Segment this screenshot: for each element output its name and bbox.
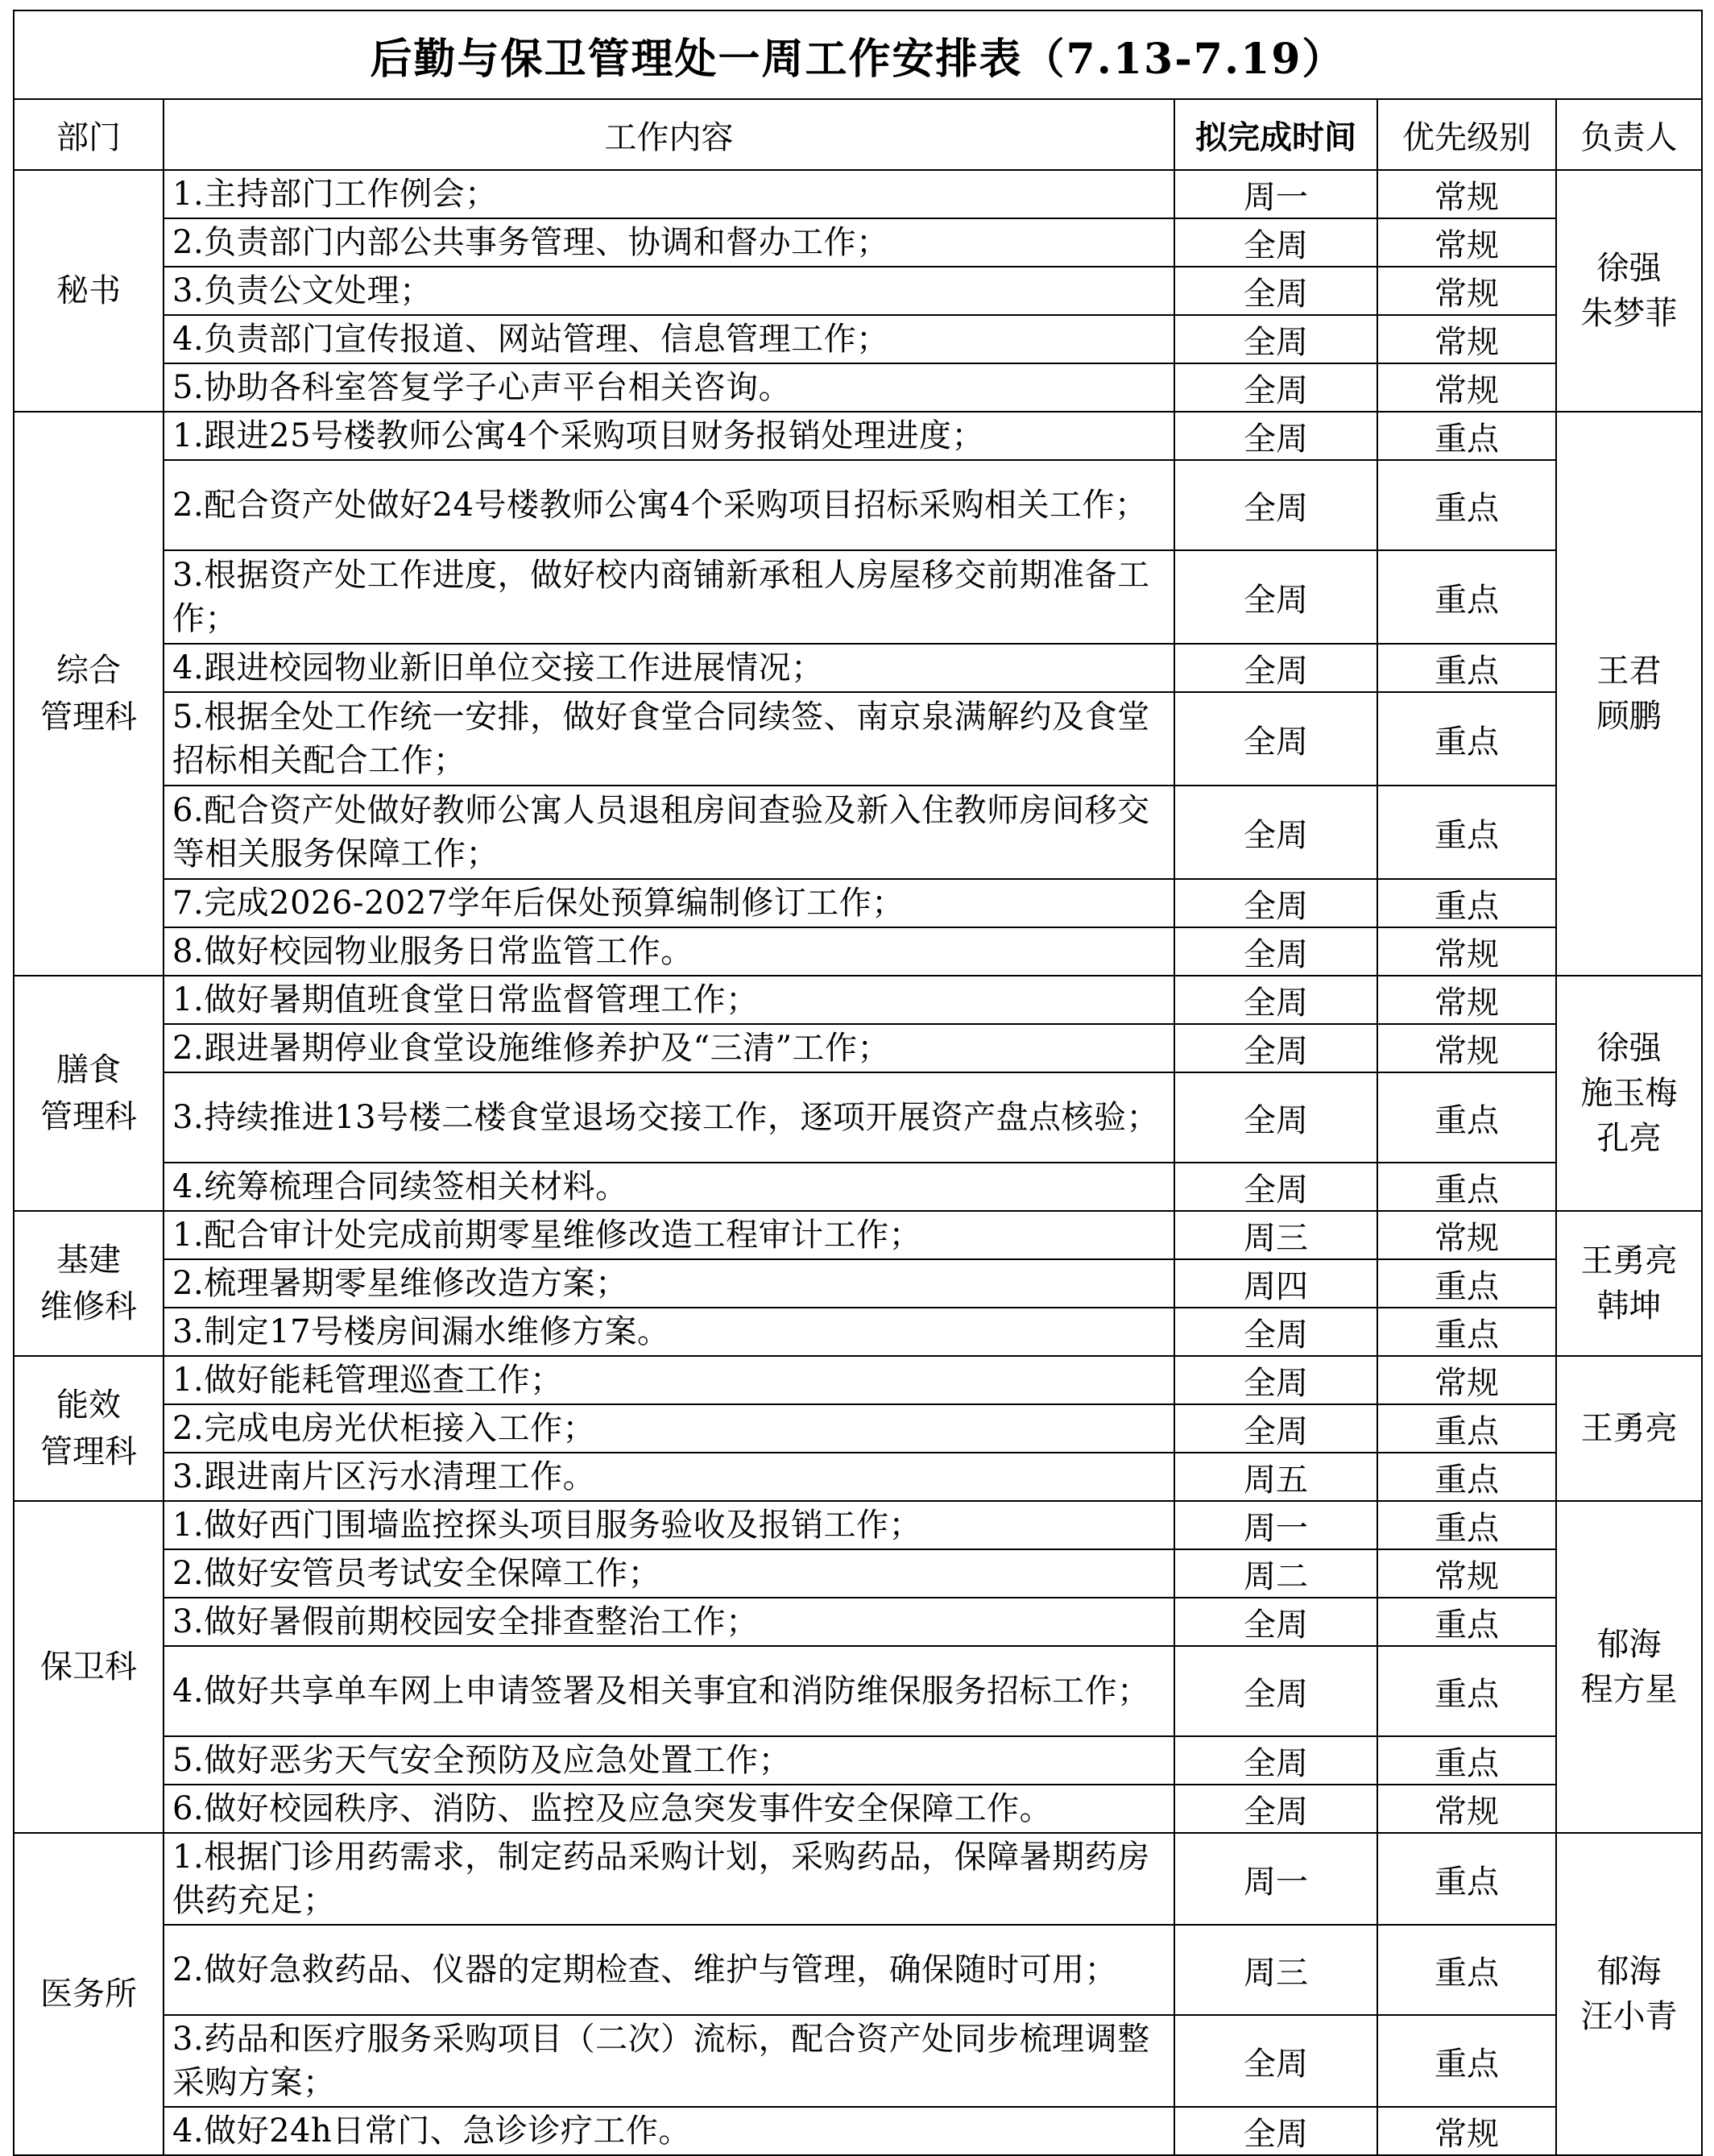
dept-name: 医务所 <box>40 1976 137 2013</box>
priority-cell: 重点 <box>1377 1646 1556 1736</box>
dept-cell <box>14 412 164 976</box>
task-cell: 1.做好西门围墙监控探头项目服务验收及报销工作； <box>164 1501 1174 1549</box>
owner-name: 汪小青 <box>1580 1998 1678 2035</box>
time-cell: 周二 <box>1174 1549 1377 1598</box>
table-row <box>14 879 1702 927</box>
time-cell: 全周 <box>1174 315 1377 363</box>
header-owner: 负责人 <box>1556 99 1702 170</box>
dept-name: 秘书 <box>56 272 121 309</box>
time-cell: 周三 <box>1174 1211 1377 1259</box>
time-cell: 全周 <box>1174 879 1377 927</box>
time-cell: 全周 <box>1174 550 1377 644</box>
task-cell: 1.跟进25号楼教师公寓4个采购项目财务报销处理进度； <box>164 412 1174 460</box>
owner-name: 朱梦菲 <box>1580 295 1678 332</box>
table-row <box>14 644 1702 692</box>
task-cell: 3.负责公文处理； <box>164 267 1174 315</box>
time-cell: 全周 <box>1174 2015 1377 2107</box>
table-row <box>14 1925 1702 2015</box>
schedule-table <box>13 10 1703 2156</box>
time-cell: 周一 <box>1174 1501 1377 1549</box>
dept-name: 综合 <box>56 652 121 689</box>
header-dept: 部门 <box>14 99 164 170</box>
priority-cell: 重点 <box>1377 1925 1556 2015</box>
owner-cell <box>1556 1501 1702 1833</box>
dept-name: 管理科 <box>40 1433 137 1470</box>
table-row <box>14 1163 1702 1211</box>
task-cell: 8.做好校园物业服务日常监管工作。 <box>164 927 1174 976</box>
time-cell: 全周 <box>1174 644 1377 692</box>
task-cell: 1.做好能耗管理巡查工作； <box>164 1356 1174 1404</box>
time-cell: 周五 <box>1174 1453 1377 1501</box>
time-cell: 全周 <box>1174 1785 1377 1833</box>
owner-name: 顾鹏 <box>1596 698 1662 735</box>
task-cell: 3.药品和医疗服务采购项目（二次）流标，配合资产处同步梳理调整采购方案； <box>164 2015 1174 2107</box>
priority-cell: 常规 <box>1377 315 1556 363</box>
table-row <box>14 2107 1702 2155</box>
task-cell: 5.做好恶劣天气安全预防及应急处置工作； <box>164 1736 1174 1785</box>
priority-cell: 重点 <box>1377 1736 1556 1785</box>
owner-name: 徐强 <box>1596 1030 1662 1067</box>
task-cell: 1.做好暑期值班食堂日常监督管理工作； <box>164 976 1174 1024</box>
table-row <box>14 692 1702 786</box>
table-row <box>14 927 1702 976</box>
header-time: 拟完成时间 <box>1174 99 1377 170</box>
task-cell: 2.做好急救药品、仪器的定期检查、维护与管理，确保随时可用； <box>164 1925 1174 2015</box>
owner-name: 徐强 <box>1596 250 1662 287</box>
dept-cell <box>14 1501 164 1833</box>
header-row <box>14 99 1702 170</box>
task-cell: 2.配合资产处做好24号楼教师公寓4个采购项目招标采购相关工作； <box>164 460 1174 550</box>
task-cell: 5.根据全处工作统一安排，做好食堂合同续签、南京泉满解约及食堂招标相关配合工作； <box>164 692 1174 786</box>
priority-cell: 常规 <box>1377 1785 1556 1833</box>
dept-name: 管理科 <box>40 1098 137 1135</box>
table-row <box>14 1356 1702 1404</box>
time-cell: 全周 <box>1174 786 1377 879</box>
table-row <box>14 1453 1702 1501</box>
priority-cell: 重点 <box>1377 1259 1556 1308</box>
time-cell: 周三 <box>1174 1925 1377 2015</box>
schedule-sheet <box>13 10 1701 2156</box>
priority-cell: 重点 <box>1377 786 1556 879</box>
owner-cell <box>1556 976 1702 1211</box>
time-cell: 全周 <box>1174 1356 1377 1404</box>
owner-cell <box>1556 412 1702 976</box>
table-row <box>14 460 1702 550</box>
priority-cell: 重点 <box>1377 1308 1556 1356</box>
table-row <box>14 1598 1702 1646</box>
table-row <box>14 315 1702 363</box>
table-row <box>14 1785 1702 1833</box>
priority-cell: 重点 <box>1377 1501 1556 1549</box>
owner-name: 王勇亮 <box>1580 1242 1678 1279</box>
priority-cell: 常规 <box>1377 1211 1556 1259</box>
owner-name: 施玉梅 <box>1580 1075 1678 1112</box>
dept-cell <box>14 1356 164 1501</box>
dept-name: 维修科 <box>40 1288 137 1325</box>
priority-cell: 常规 <box>1377 1549 1556 1598</box>
time-cell: 全周 <box>1174 460 1377 550</box>
owner-name: 程方星 <box>1580 1671 1678 1708</box>
dept-cell <box>14 976 164 1211</box>
time-cell: 全周 <box>1174 267 1377 315</box>
time-cell: 全周 <box>1174 1736 1377 1785</box>
task-cell: 5.协助各科室答复学子心声平台相关咨询。 <box>164 363 1174 412</box>
owner-cell <box>1556 1211 1702 1356</box>
task-cell: 4.跟进校园物业新旧单位交接工作进展情况； <box>164 644 1174 692</box>
dept-name: 膳食 <box>56 1051 121 1088</box>
time-cell: 全周 <box>1174 1308 1377 1356</box>
time-cell: 周一 <box>1174 1833 1377 1925</box>
table-row <box>14 1736 1702 1785</box>
priority-cell: 重点 <box>1377 1404 1556 1453</box>
dept-name: 保卫科 <box>40 1648 137 1685</box>
owner-cell <box>1556 1833 1702 2155</box>
table-row <box>14 2015 1702 2107</box>
owner-name: 郁海 <box>1596 1953 1662 1990</box>
table-row <box>14 786 1702 879</box>
table-row <box>14 1259 1702 1308</box>
priority-cell: 重点 <box>1377 644 1556 692</box>
table-row <box>14 1404 1702 1453</box>
table-row <box>14 1833 1702 1925</box>
table-row <box>14 1211 1702 1259</box>
dept-cell <box>14 1211 164 1356</box>
header-content: 工作内容 <box>164 99 1174 170</box>
priority-cell: 重点 <box>1377 879 1556 927</box>
table-row <box>14 170 1702 218</box>
table-row <box>14 218 1702 267</box>
task-cell: 4.负责部门宣传报道、网站管理、信息管理工作； <box>164 315 1174 363</box>
priority-cell: 重点 <box>1377 1453 1556 1501</box>
header-priority: 优先级别 <box>1377 99 1556 170</box>
priority-cell: 常规 <box>1377 170 1556 218</box>
task-cell: 4.做好共享单车网上申请签署及相关事宜和消防维保服务招标工作； <box>164 1646 1174 1736</box>
task-cell: 6.配合资产处做好教师公寓人员退租房间查验及新入住教师房间移交等相关服务保障工作； <box>164 786 1174 879</box>
dept-name: 基建 <box>56 1242 121 1279</box>
time-cell: 全周 <box>1174 1646 1377 1736</box>
time-cell: 全周 <box>1174 1024 1377 1072</box>
owner-name: 王君 <box>1596 653 1662 690</box>
priority-cell: 常规 <box>1377 363 1556 412</box>
priority-cell: 常规 <box>1377 2107 1556 2155</box>
priority-cell: 常规 <box>1377 976 1556 1024</box>
time-cell: 全周 <box>1174 412 1377 460</box>
table-row <box>14 1646 1702 1736</box>
table-row <box>14 1308 1702 1356</box>
dept-name: 管理科 <box>40 699 137 736</box>
priority-cell: 重点 <box>1377 550 1556 644</box>
owner-name: 郁海 <box>1596 1626 1662 1663</box>
task-cell: 1.配合审计处完成前期零星维修改造工程审计工作； <box>164 1211 1174 1259</box>
priority-cell: 常规 <box>1377 218 1556 267</box>
owner-cell <box>1556 1356 1702 1501</box>
table-row <box>14 412 1702 460</box>
table-row <box>14 976 1702 1024</box>
priority-cell: 重点 <box>1377 1163 1556 1211</box>
time-cell: 全周 <box>1174 976 1377 1024</box>
priority-cell: 重点 <box>1377 412 1556 460</box>
task-cell: 1.主持部门工作例会； <box>164 170 1174 218</box>
owner-name: 王勇亮 <box>1580 1410 1678 1447</box>
table-row <box>14 550 1702 644</box>
time-cell: 全周 <box>1174 1598 1377 1646</box>
task-cell: 2.跟进暑期停业食堂设施维修养护及“三清”工作； <box>164 1024 1174 1072</box>
page-title: 后勤与保卫管理处一周工作安排表（7.13-7.19） <box>14 10 1702 99</box>
dept-name: 能效 <box>56 1387 121 1424</box>
time-cell: 全周 <box>1174 2107 1377 2155</box>
time-cell: 全周 <box>1174 218 1377 267</box>
priority-cell: 重点 <box>1377 692 1556 786</box>
task-cell: 3.持续推进13号楼二楼食堂退场交接工作，逐项开展资产盘点核验； <box>164 1072 1174 1163</box>
priority-cell: 重点 <box>1377 2015 1556 2107</box>
table-row <box>14 1024 1702 1072</box>
table-row <box>14 363 1702 412</box>
dept-cell <box>14 170 164 412</box>
owner-name: 孔亮 <box>1596 1120 1662 1157</box>
time-cell: 全周 <box>1174 692 1377 786</box>
task-cell: 2.负责部门内部公共事务管理、协调和督办工作； <box>164 218 1174 267</box>
priority-cell: 常规 <box>1377 927 1556 976</box>
task-cell: 3.做好暑假前期校园安全排查整治工作； <box>164 1598 1174 1646</box>
task-cell: 4.做好24h日常门、急诊诊疗工作。 <box>164 2107 1174 2155</box>
task-cell: 2.做好安管员考试安全保障工作； <box>164 1549 1174 1598</box>
time-cell: 全周 <box>1174 1072 1377 1163</box>
time-cell: 全周 <box>1174 927 1377 976</box>
table-row <box>14 267 1702 315</box>
time-cell: 周四 <box>1174 1259 1377 1308</box>
task-cell: 2.梳理暑期零星维修改造方案； <box>164 1259 1174 1308</box>
task-cell: 3.制定17号楼房间漏水维修方案。 <box>164 1308 1174 1356</box>
task-cell: 3.根据资产处工作进度，做好校内商铺新承租人房屋移交前期准备工作； <box>164 550 1174 644</box>
priority-cell: 常规 <box>1377 1024 1556 1072</box>
task-cell: 3.跟进南片区污水清理工作。 <box>164 1453 1174 1501</box>
time-cell: 全周 <box>1174 1163 1377 1211</box>
priority-cell: 重点 <box>1377 460 1556 550</box>
time-cell: 全周 <box>1174 363 1377 412</box>
task-cell: 1.根据门诊用药需求，制定药品采购计划，采购药品，保障暑期药房供药充足； <box>164 1833 1174 1925</box>
priority-cell: 常规 <box>1377 1356 1556 1404</box>
time-cell: 全周 <box>1174 1404 1377 1453</box>
dept-cell <box>14 1833 164 2155</box>
priority-cell: 常规 <box>1377 267 1556 315</box>
table-row <box>14 1501 1702 1549</box>
priority-cell: 重点 <box>1377 1833 1556 1925</box>
task-cell: 4.统筹梳理合同续签相关材料。 <box>164 1163 1174 1211</box>
task-cell: 2.完成电房光伏柜接入工作； <box>164 1404 1174 1453</box>
task-cell: 6.做好校园秩序、消防、监控及应急突发事件安全保障工作。 <box>164 1785 1174 1833</box>
table-row <box>14 1072 1702 1163</box>
table-row <box>14 1549 1702 1598</box>
priority-cell: 重点 <box>1377 1598 1556 1646</box>
task-cell: 7.完成2026-2027学年后保处预算编制修订工作； <box>164 879 1174 927</box>
owner-cell <box>1556 170 1702 412</box>
owner-name: 韩坤 <box>1596 1287 1662 1325</box>
priority-cell: 重点 <box>1377 1072 1556 1163</box>
time-cell: 周一 <box>1174 170 1377 218</box>
